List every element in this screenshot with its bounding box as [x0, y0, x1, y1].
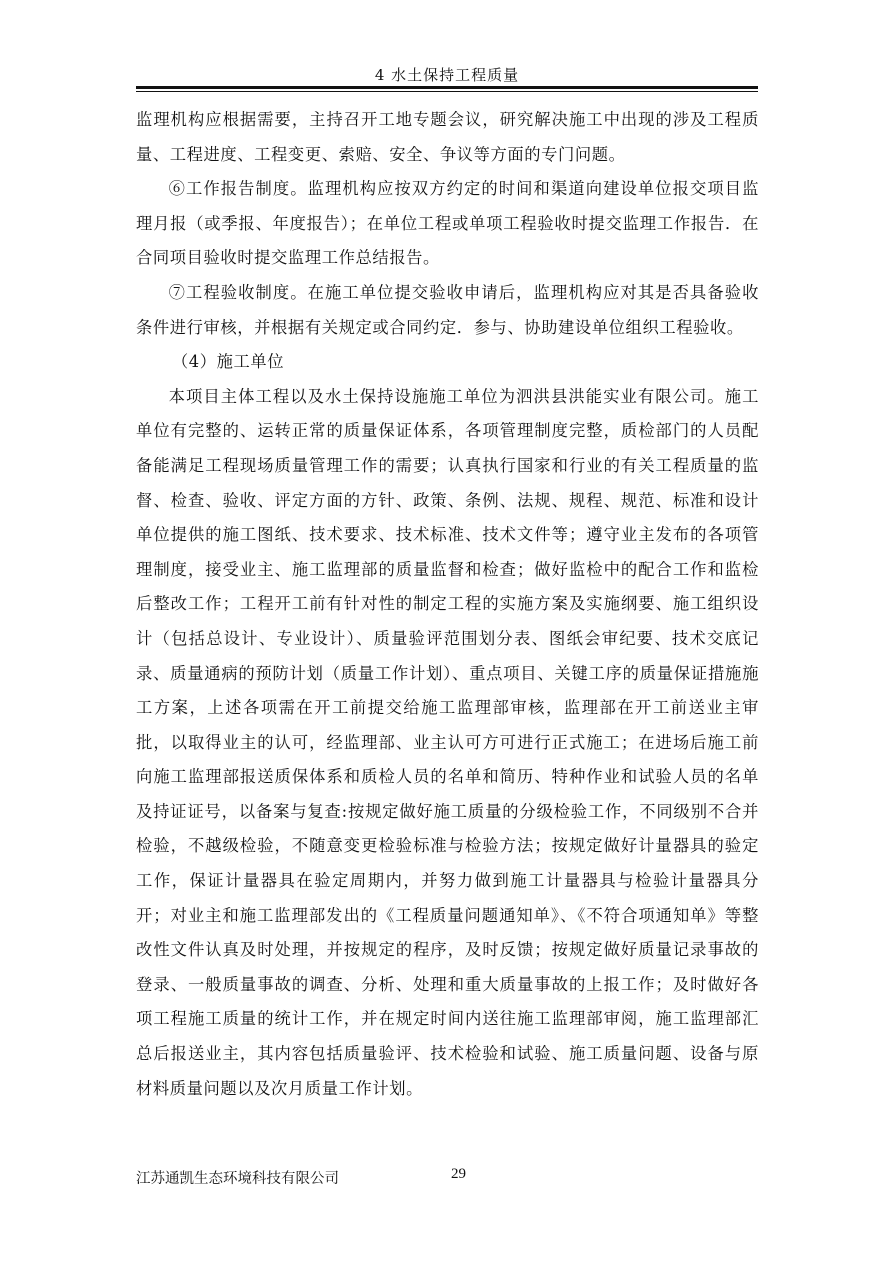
paragraph-work-report-system: ⑥工作报告制度。监理机构应按双方约定的时间和渠道向建设单位报交项目监理月报（或季报、年度报告）；在单位工程或单项工程验收时提交监理工作报告．在合同项目验收时提交监理工作总结报告。	[136, 179, 759, 268]
paragraph-acceptance-system: ⑦工程验收制度。在施工单位提交验收申请后，监理机构应对其是否具备验收条件进行审核，并根据有关规定或合同约定．参与、协助建设单位组织工程验收。	[136, 282, 759, 337]
footer-company: 江苏通凯生态环境科技有限公司	[136, 1171, 339, 1187]
page-number: 29	[451, 1166, 466, 1182]
paragraph-continuation: 监理机构应根据需要，主持召开工地专题会议，研究解决施工中出现的涉及工程质量、工程进度、工程变更、索赔、安全、争议等方面的专门问题。	[136, 110, 759, 164]
page-body	[136, 103, 759, 1106]
section-heading-construction-unit: （4）施工单位	[171, 352, 285, 372]
running-header: 4 水土保持工程质量	[374, 66, 520, 84]
header-rule-thick	[136, 86, 758, 89]
paragraph-construction-unit: 本项目主体工程以及水土保持设施施工单位为泗洪县洪能实业有限公司。施工单位有完整的、运转正常的质量保证体系，各项管理制度完整，质检部门的人员配备能满足工程现场质量管理工作的需要；认真执行国家和行业的有关工程质量的监督、检查、验收、评定方面的方针、政策、条例、法规、规程、规范、标准和设计单位提供的施工图纸、技术要求、技术标准、技术文件等；遵守业主发布的各项管理制度，接受业主、施工监理部的质量监督和检查；做好监检中的配合工作和监检后整改工作；工程开工前有针对性的制定工程的实施方案及实施纲要、施工组织设计（包括总设计、专业设计）、质量验评范围划分表、图纸会审纪要、技术交底记录、质量通病的预防计划（质量工作计划）、重点项目、关键工序的质量保证措施施工方案，上述各项需在开工前提交给施工监理部审核，监理部在开工前送业主审批，以取得业主的认可，经监理部、业主认可方可进行正式施工；在进场后施工前向施工监理部报送质保体系和质检人员的名单和简历、特种作业和试验人员的名单及持证证号，以备案与复查:按规定做好施工质量的分级检验工作，不同级别不合并检验，不越级检验，不随意变更检验标准与检验方法；按规定做好计量器具的验定工作，保证计量器具在验定周期内，并努力做到施工计量器具与检验计量器具分开；对业主和施工监理部发出的《工程质量问题通知单》、《不符合项通知单》等整改性文件认真及时处理，并按规定的程序，及时反馈；按规定做好质量记录事故的登录、一般质量事故的调查、分析、处理和重大质量事故的上报工作；及时做好各项工程施工质量的统计工作，并在规定时间内送往施工监理部审阅，施工监理部汇总后报送业主，其内容包括质量验评、技术检验和试验、施工质量问题、设备与原材料质量问题以及次月质量工作计划。	[136, 386, 759, 1098]
header-rule-thin	[136, 91, 758, 92]
